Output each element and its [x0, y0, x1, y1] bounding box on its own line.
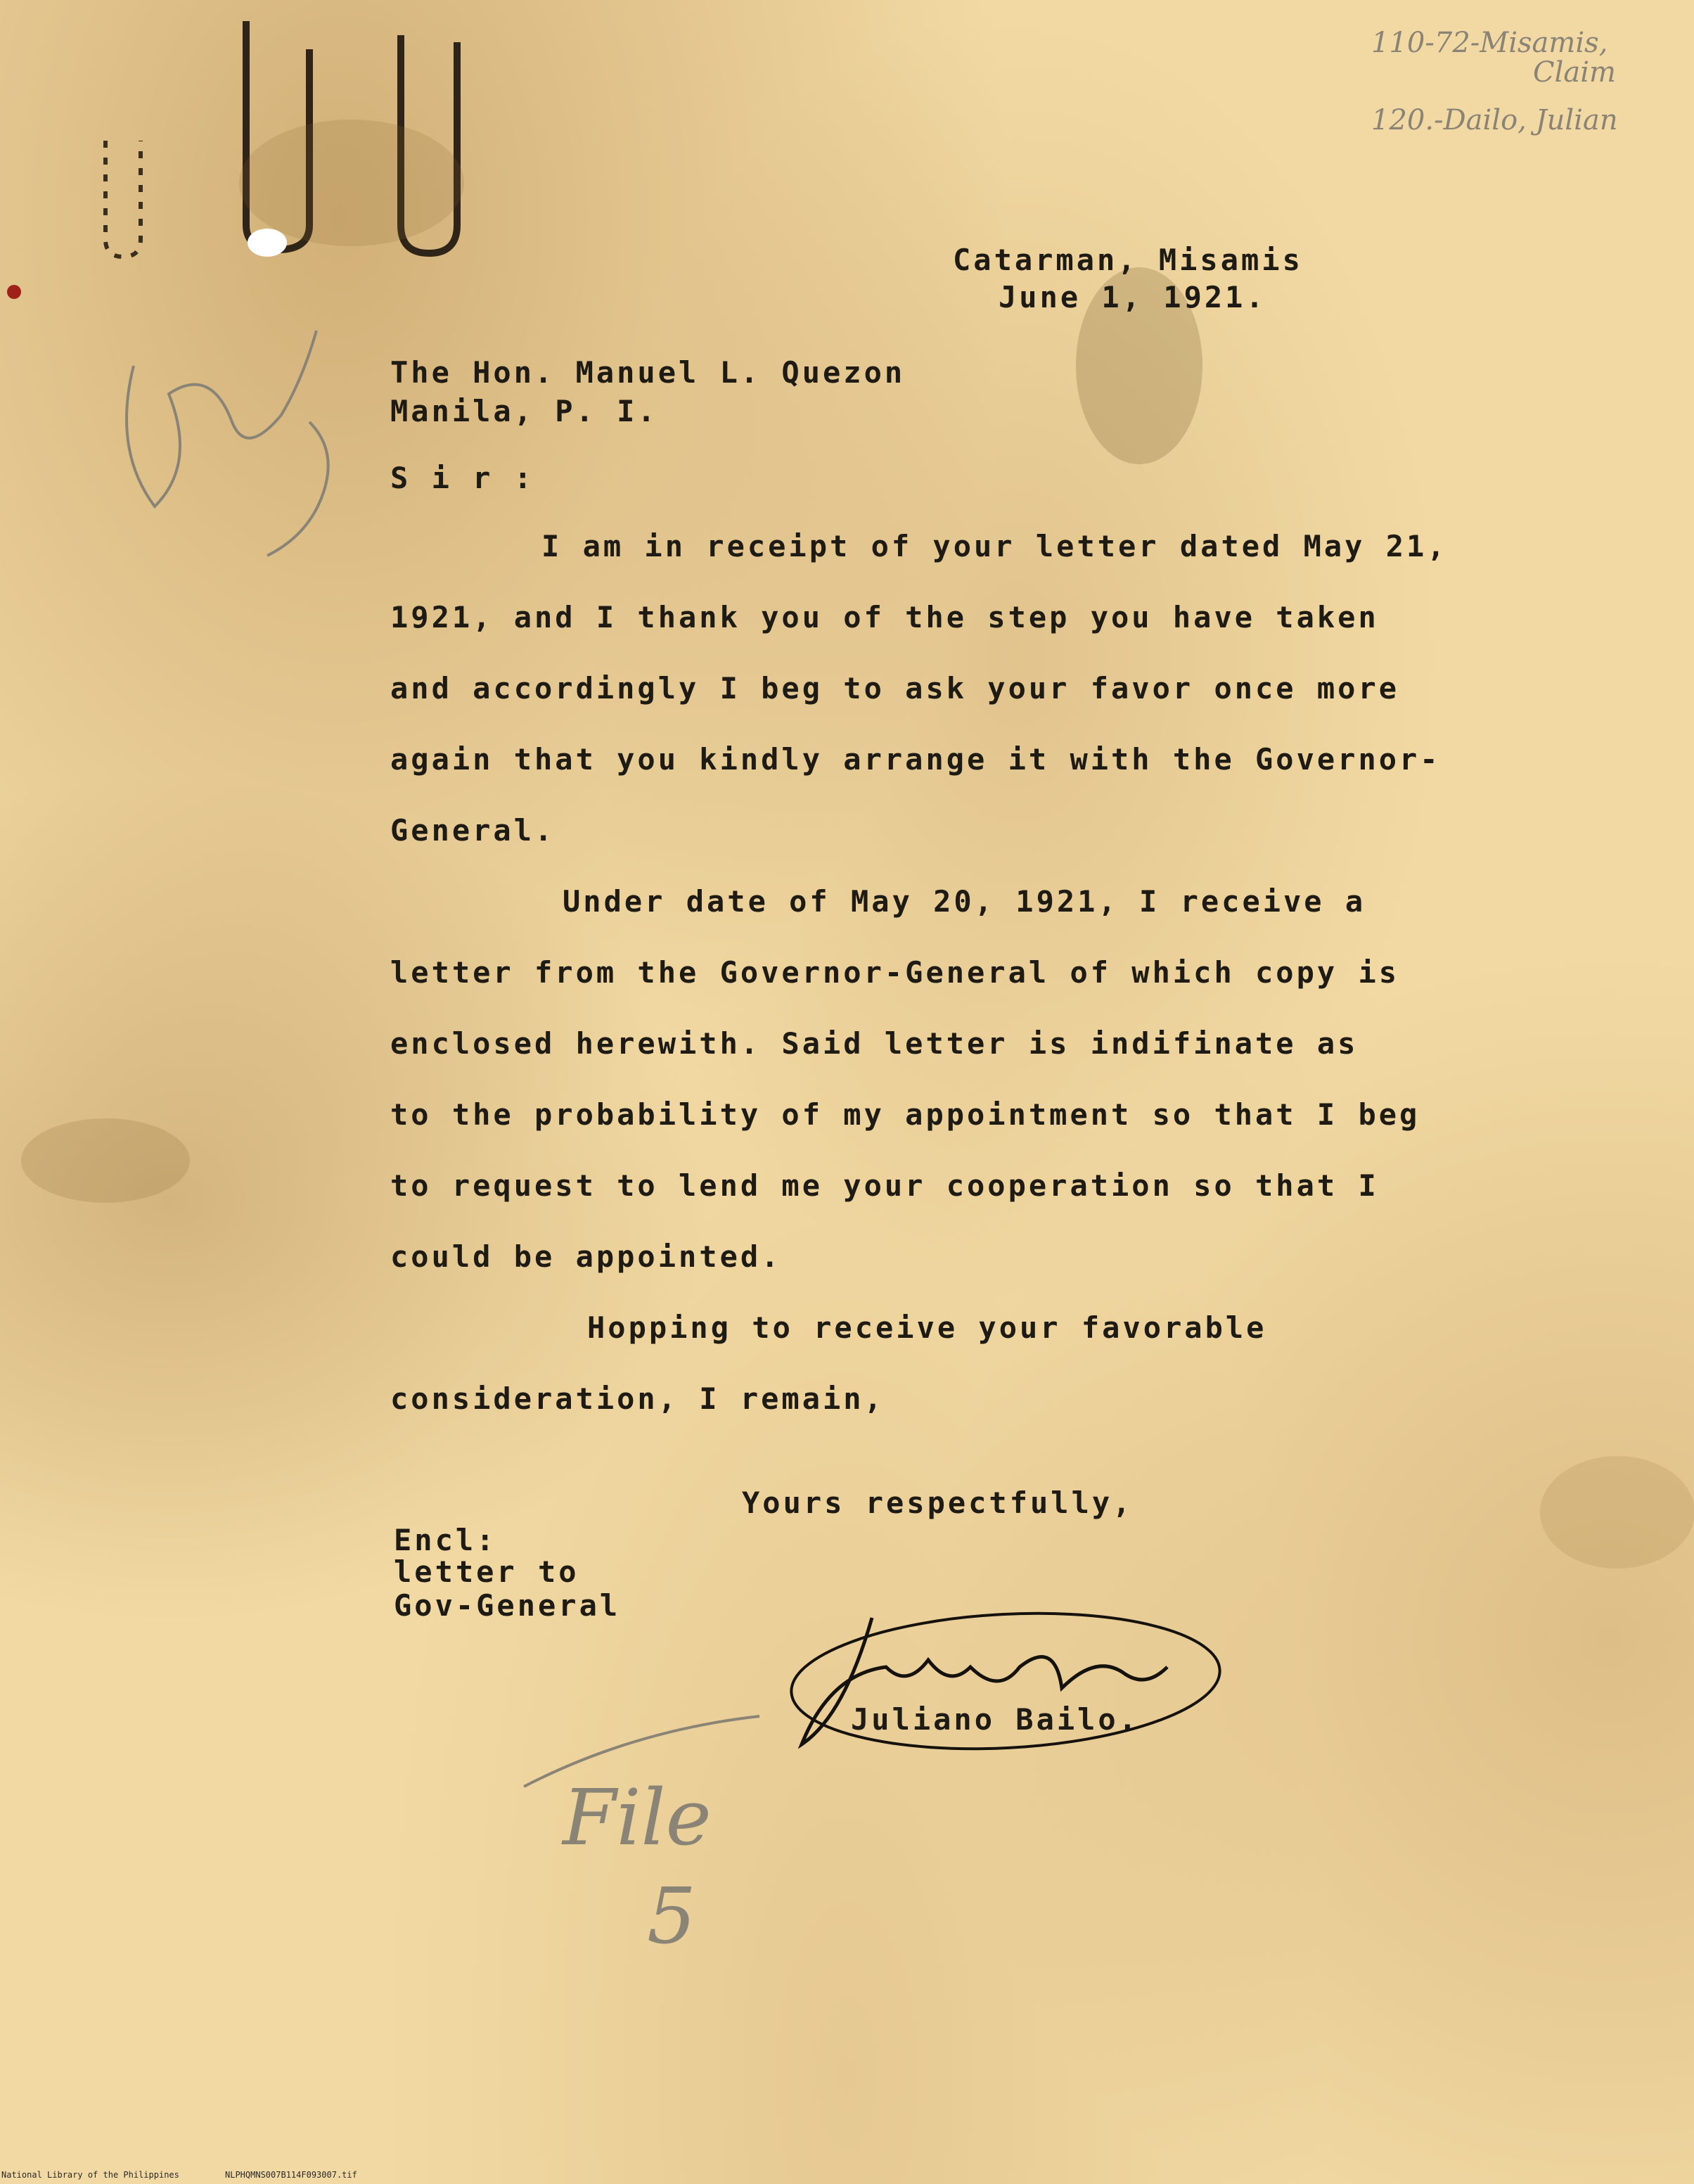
letter-place: Catarman, Misamis: [953, 243, 1303, 277]
pencil-note-top-right-line2: Claim: [1533, 56, 1616, 89]
body-line: again that you kindly arrange it with the Governor-: [390, 742, 1441, 777]
punch-mark-left: [105, 141, 141, 257]
footer-file-id: NLPHQMNS007B114F093007.tif: [225, 2170, 357, 2180]
body-line: could be appointed.: [390, 1239, 782, 1274]
stain: [21, 1118, 190, 1203]
pencil-mark: [267, 422, 328, 556]
footer-library: National Library of the Philippines: [1, 2170, 179, 2180]
stain: [239, 120, 464, 246]
pencil-file-note: File: [563, 1773, 712, 1863]
red-speck: [7, 285, 21, 299]
body-line: to request to lend me your cooperation so that I: [390, 1168, 1379, 1203]
recipient-line-2: Manila, P. I.: [390, 394, 658, 428]
body-line: 1921, and I thank you of the step you have taken: [390, 600, 1379, 634]
body-line: I am in receipt of your letter dated May 21,: [541, 529, 1448, 563]
salutation: S i r :: [390, 461, 535, 495]
letter-date: June 1, 1921.: [999, 280, 1266, 314]
pencil-note-top-right-line1: 110-72-Misamis,: [1371, 27, 1608, 59]
recipient-line-1: The Hon. Manuel L. Quezon: [390, 355, 906, 390]
pencil-initials: [127, 331, 316, 506]
body-line: consideration, I remain,: [390, 1381, 885, 1416]
body-line: enclosed herewith. Said letter is indifinate as: [390, 1026, 1359, 1061]
punch-hole: [248, 229, 287, 257]
body-line: to the probability of my appointment so that I beg: [390, 1097, 1420, 1132]
body-line: letter from the Governor-General of which copy is: [390, 955, 1400, 990]
enclosure-line-2: letter to: [394, 1554, 579, 1589]
stain: [1540, 1456, 1694, 1569]
closing: Yours respectfully,: [742, 1486, 1134, 1520]
enclosure-line-3: Gov-General: [394, 1588, 621, 1623]
body-line: General.: [390, 813, 556, 848]
body-line: Under date of May 20, 1921, I receive a: [563, 884, 1366, 919]
signature-name: Juliano Bailo.: [851, 1702, 1140, 1737]
body-line: Hopping to receive your favorable: [587, 1310, 1267, 1345]
body-line: and accordingly I beg to ask your favor once more: [390, 671, 1400, 705]
pencil-file-number: 5: [647, 1871, 696, 1961]
enclosure-line-1: Encl:: [394, 1523, 497, 1557]
pencil-note-top-right-line3: 120.-Dailo, Julian: [1371, 104, 1618, 136]
